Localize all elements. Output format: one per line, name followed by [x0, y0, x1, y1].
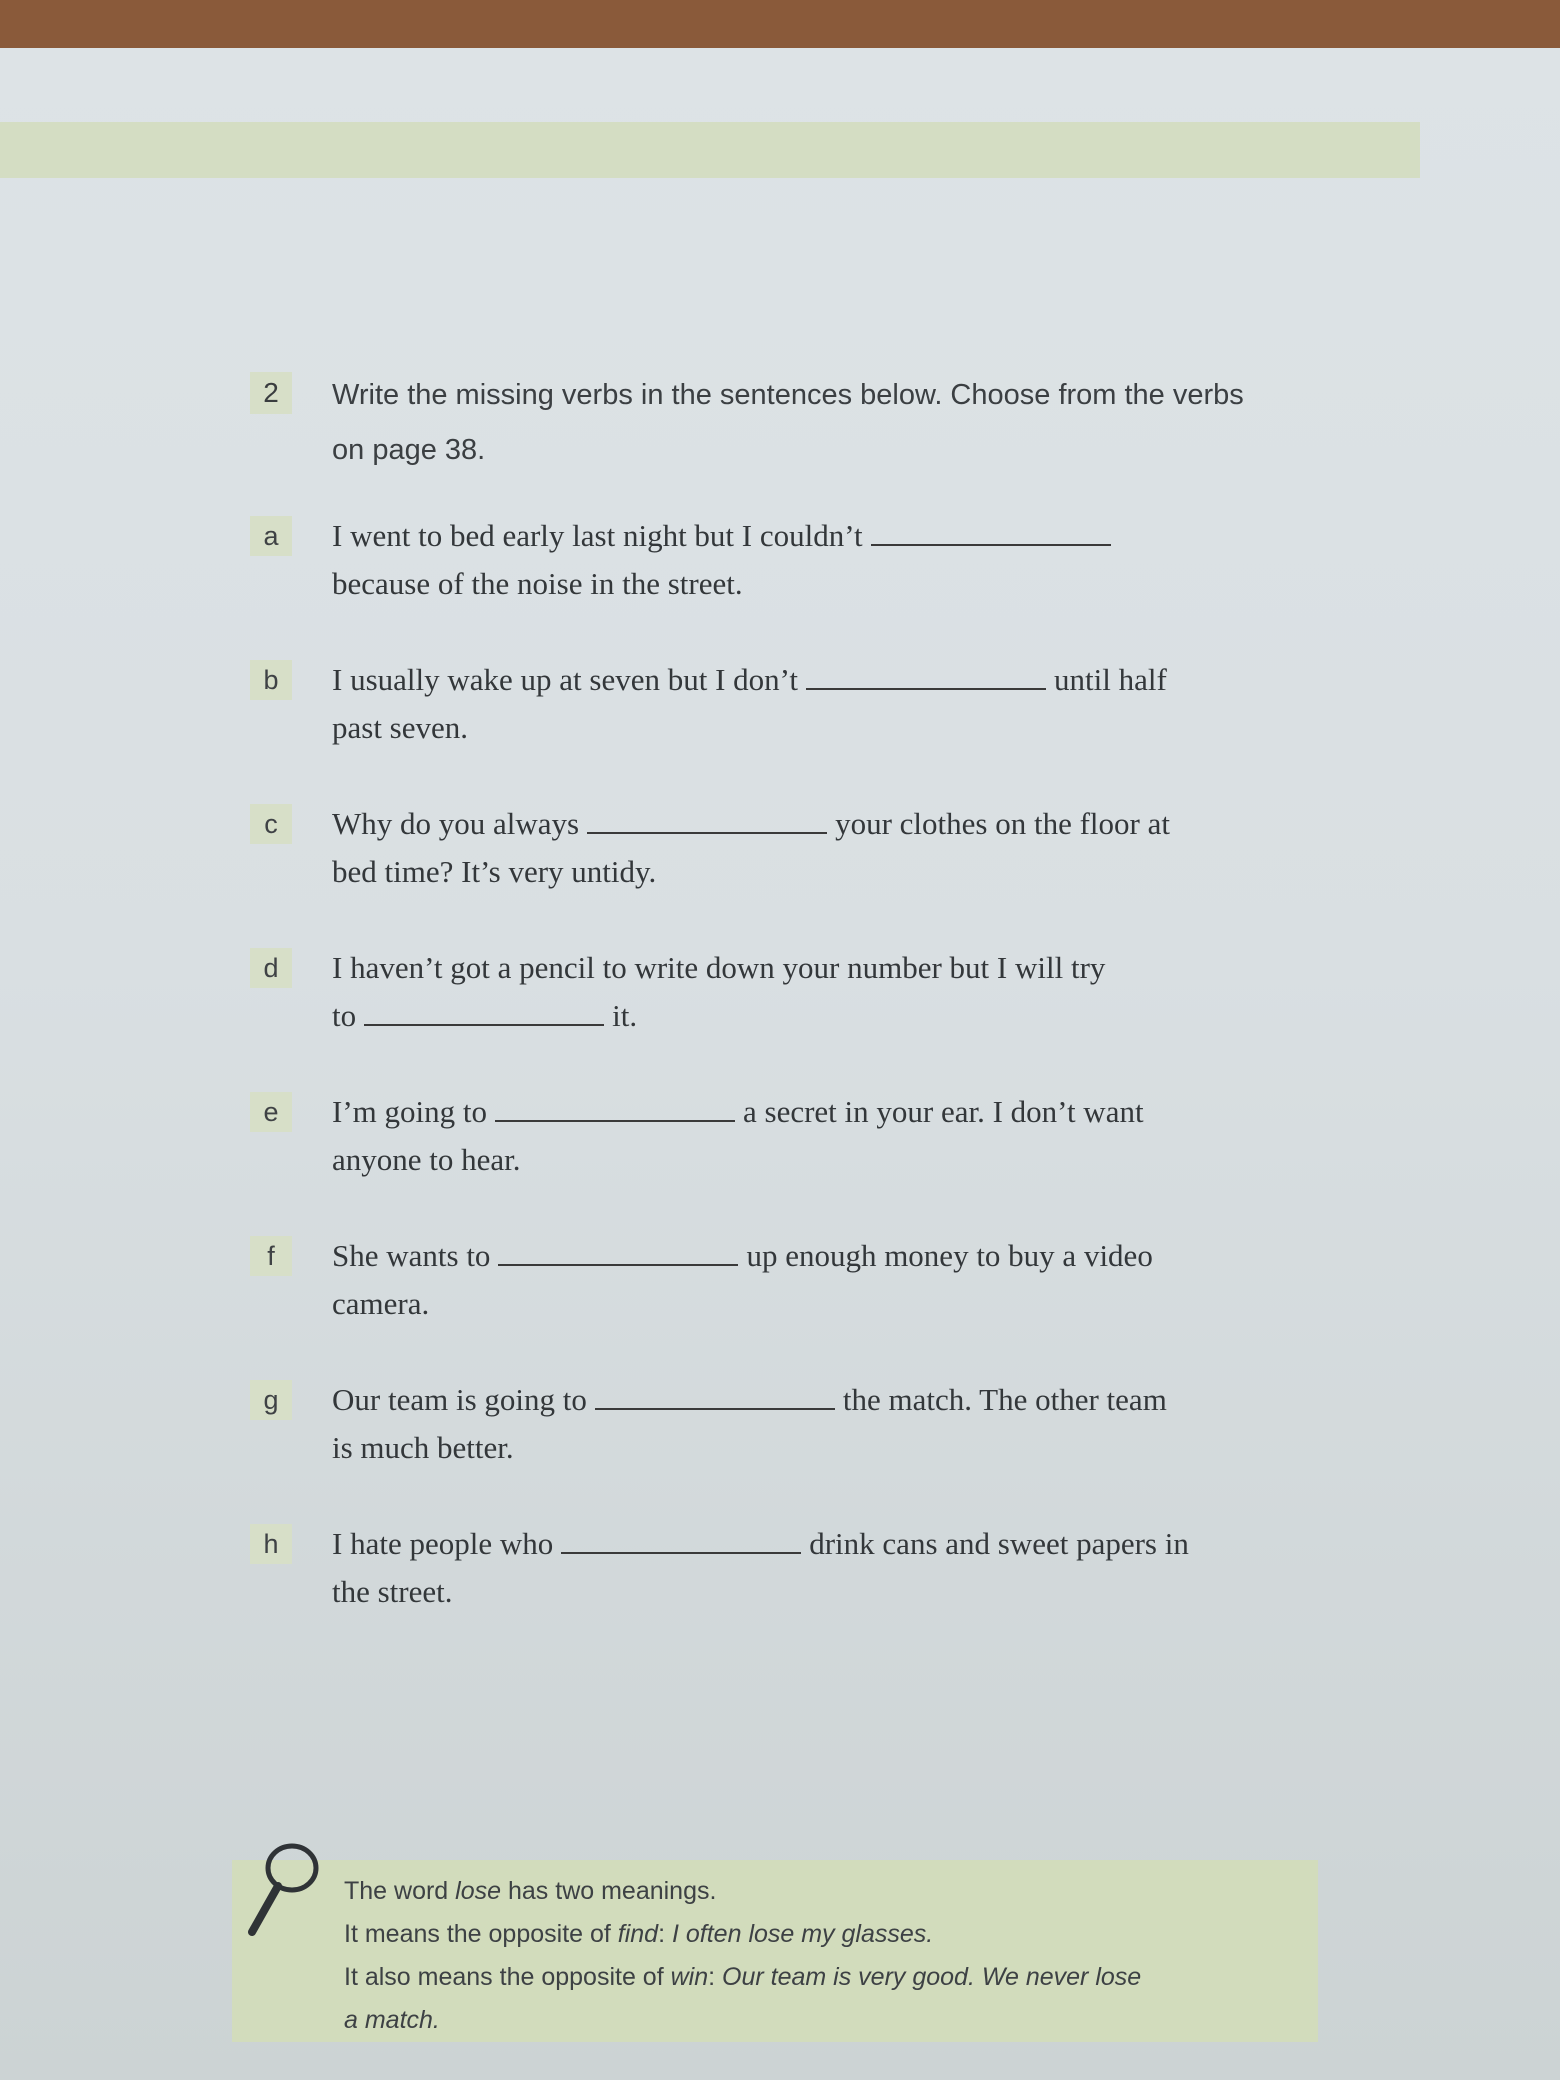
- tip-keyword: lose: [455, 1877, 502, 1905]
- sentence-text: past seven.: [332, 710, 469, 745]
- tip-example: I often lose my glasses.: [672, 1920, 934, 1948]
- exercise-item-g: [250, 1376, 1370, 1486]
- tip-keyword: find: [617, 1920, 659, 1948]
- tip-line-1: [344, 1870, 1304, 1913]
- sentence-text: bed time? It’s very untidy.: [332, 854, 657, 889]
- magnifying-glass-icon: [240, 1836, 330, 1946]
- answer-blank[interactable]: [364, 996, 604, 1026]
- exercise-item-e: [250, 1088, 1370, 1198]
- item-sentence: [332, 1232, 1332, 1328]
- item-sentence: [332, 656, 1332, 752]
- tip-text-part: It means the opposite of: [344, 1920, 618, 1948]
- item-sentence: [332, 512, 1332, 608]
- exercise-item-a: [250, 512, 1370, 622]
- sentence-text: I usually wake up at seven but I don’t: [332, 662, 799, 697]
- tip-text-part: :: [708, 1963, 723, 1991]
- sentence-text: it.: [612, 998, 638, 1033]
- instruction-line-1: Write the missing verbs in the sentences below. Choose from the verbs: [332, 379, 1244, 411]
- sentence-text: She wants to: [332, 1238, 491, 1273]
- item-letter: g: [250, 1380, 292, 1420]
- answer-blank[interactable]: [498, 1236, 738, 1266]
- sentence-text: Our team is going to: [332, 1382, 587, 1417]
- tip-text-part: has two meanings.: [501, 1877, 717, 1905]
- sentence-text: I’m going to: [332, 1094, 487, 1129]
- item-letter: f: [250, 1236, 292, 1276]
- item-sentence: [332, 944, 1332, 1040]
- exercise-item-h: [250, 1520, 1370, 1630]
- sentence-text: is much better.: [332, 1430, 514, 1465]
- item-sentence: [332, 1520, 1332, 1616]
- tip-example: Our team is very good. We never lose: [722, 1963, 1142, 1991]
- tip-line-4: [344, 1999, 1304, 2042]
- header-band: [0, 122, 1420, 178]
- exercise-item-c: [250, 800, 1370, 910]
- sentence-text: I hate people who: [332, 1526, 554, 1561]
- exercise-item-f: [250, 1232, 1370, 1342]
- answer-blank[interactable]: [587, 804, 827, 834]
- sentence-text: because of the noise in the street.: [332, 566, 743, 601]
- tip-keyword: win: [670, 1963, 709, 1991]
- sentence-text: I haven’t got a pencil to write down your number but I will try: [332, 950, 1106, 985]
- tip-line-2: [344, 1913, 1304, 1956]
- exercise-instruction: [332, 368, 1332, 478]
- item-letter: c: [250, 804, 292, 844]
- answer-blank[interactable]: [561, 1524, 801, 1554]
- item-sentence: [332, 800, 1332, 896]
- worksheet-page: [0, 48, 1560, 2080]
- exercise-number: 2: [250, 372, 292, 414]
- exercise-item-b: [250, 656, 1370, 766]
- exercise-item-d: [250, 944, 1370, 1054]
- item-letter: e: [250, 1092, 292, 1132]
- item-sentence: [332, 1088, 1332, 1184]
- tip-example: a match.: [344, 2006, 440, 2034]
- item-letter: h: [250, 1524, 292, 1564]
- sentence-text: up enough money to buy a video: [746, 1238, 1153, 1273]
- answer-blank[interactable]: [595, 1380, 835, 1410]
- sentence-text: Why do you always: [332, 806, 580, 841]
- sentence-text: the street.: [332, 1574, 453, 1609]
- item-letter: b: [250, 660, 292, 700]
- sentence-text: anyone to hear.: [332, 1142, 521, 1177]
- item-letter: d: [250, 948, 292, 988]
- tip-text-part: It also means the opposite of: [344, 1963, 671, 1991]
- tip-line-3: [344, 1956, 1304, 1999]
- answer-blank[interactable]: [806, 660, 1046, 690]
- item-sentence: [332, 1376, 1332, 1472]
- sentence-text: drink cans and sweet papers in: [809, 1526, 1189, 1561]
- tip-text: [344, 1870, 1304, 2042]
- sentence-text: to: [332, 998, 357, 1033]
- sentence-text: the match. The other team: [842, 1382, 1167, 1417]
- tip-text-part: The word: [344, 1877, 456, 1905]
- sentence-text: your clothes on the floor at: [835, 806, 1170, 841]
- tip-text-part: :: [658, 1920, 672, 1948]
- sentence-text: until half: [1054, 662, 1167, 697]
- sentence-text: camera.: [332, 1286, 430, 1321]
- instruction-line-2: on page 38.: [332, 434, 486, 466]
- answer-blank[interactable]: [871, 516, 1111, 546]
- sentence-text: I went to bed early last night but I couldn’t: [332, 518, 863, 553]
- answer-blank[interactable]: [495, 1092, 735, 1122]
- sentence-text: a secret in your ear. I don’t want: [743, 1094, 1144, 1129]
- item-letter: a: [250, 516, 292, 556]
